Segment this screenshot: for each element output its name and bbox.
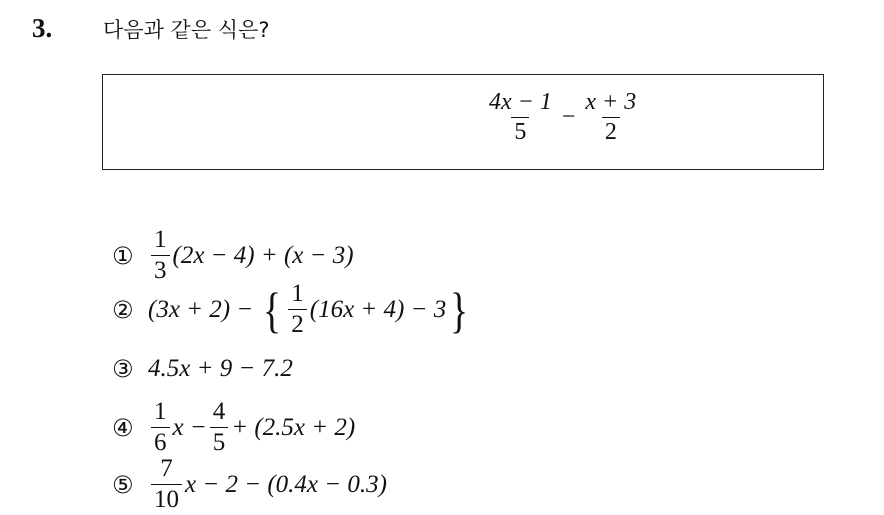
option-marker: ④ — [112, 413, 134, 442]
option-expression — [148, 455, 387, 514]
option-marker: ② — [112, 295, 134, 324]
numerator: 1 — [154, 226, 167, 253]
option-5[interactable] — [112, 455, 387, 514]
numerator: 7 — [160, 455, 173, 482]
expression-prefix: (3x + 2) − — [148, 295, 254, 323]
option-1[interactable] — [112, 226, 354, 285]
denominator: 5 — [210, 427, 229, 457]
numerator: 1 — [154, 398, 167, 425]
fraction — [151, 455, 182, 514]
fraction — [210, 398, 229, 457]
option-marker: ③ — [112, 355, 134, 383]
numerator: 4x − 1 — [489, 89, 552, 115]
denominator: 6 — [151, 427, 170, 457]
option-marker: ⑤ — [112, 470, 134, 499]
expression-rest: + (2.5x + 2) — [231, 413, 356, 441]
denominator: 5 — [511, 117, 529, 146]
option-expression — [148, 280, 472, 339]
fraction — [582, 89, 639, 146]
option-marker: ① — [112, 241, 134, 270]
option-2[interactable] — [112, 280, 472, 339]
question-number: 3. — [32, 13, 53, 43]
expression-box — [102, 74, 824, 170]
fraction — [151, 398, 170, 457]
denominator: 3 — [151, 255, 170, 285]
expression-rest: x − 2 − (0.4x − 0.3) — [185, 470, 387, 498]
expression-rest: (16x + 4) − 3 — [309, 295, 447, 323]
option-3[interactable] — [112, 355, 293, 383]
denominator: 2 — [602, 117, 620, 146]
minus-sign: − — [561, 104, 576, 130]
question-text: 다음과 같은 식은? — [103, 18, 270, 42]
fraction — [486, 89, 555, 146]
option-4[interactable] — [112, 398, 355, 457]
numerator: x + 3 — [585, 89, 637, 115]
numerator: 1 — [291, 280, 304, 307]
option-expression: 4.5x + 9 − 7.2 — [148, 355, 293, 382]
right-brace: } — [450, 281, 469, 338]
given-expression — [483, 89, 642, 146]
fraction — [288, 280, 307, 339]
variable-term: x − — [172, 413, 207, 441]
expression-rest: (2x − 4) + (x − 3) — [172, 241, 354, 269]
option-expression — [148, 398, 355, 457]
fraction — [151, 226, 170, 285]
option-expression — [148, 226, 354, 285]
denominator: 2 — [288, 309, 307, 339]
numerator: 4 — [212, 398, 226, 425]
left-brace: { — [263, 281, 282, 338]
denominator: 10 — [151, 484, 182, 514]
